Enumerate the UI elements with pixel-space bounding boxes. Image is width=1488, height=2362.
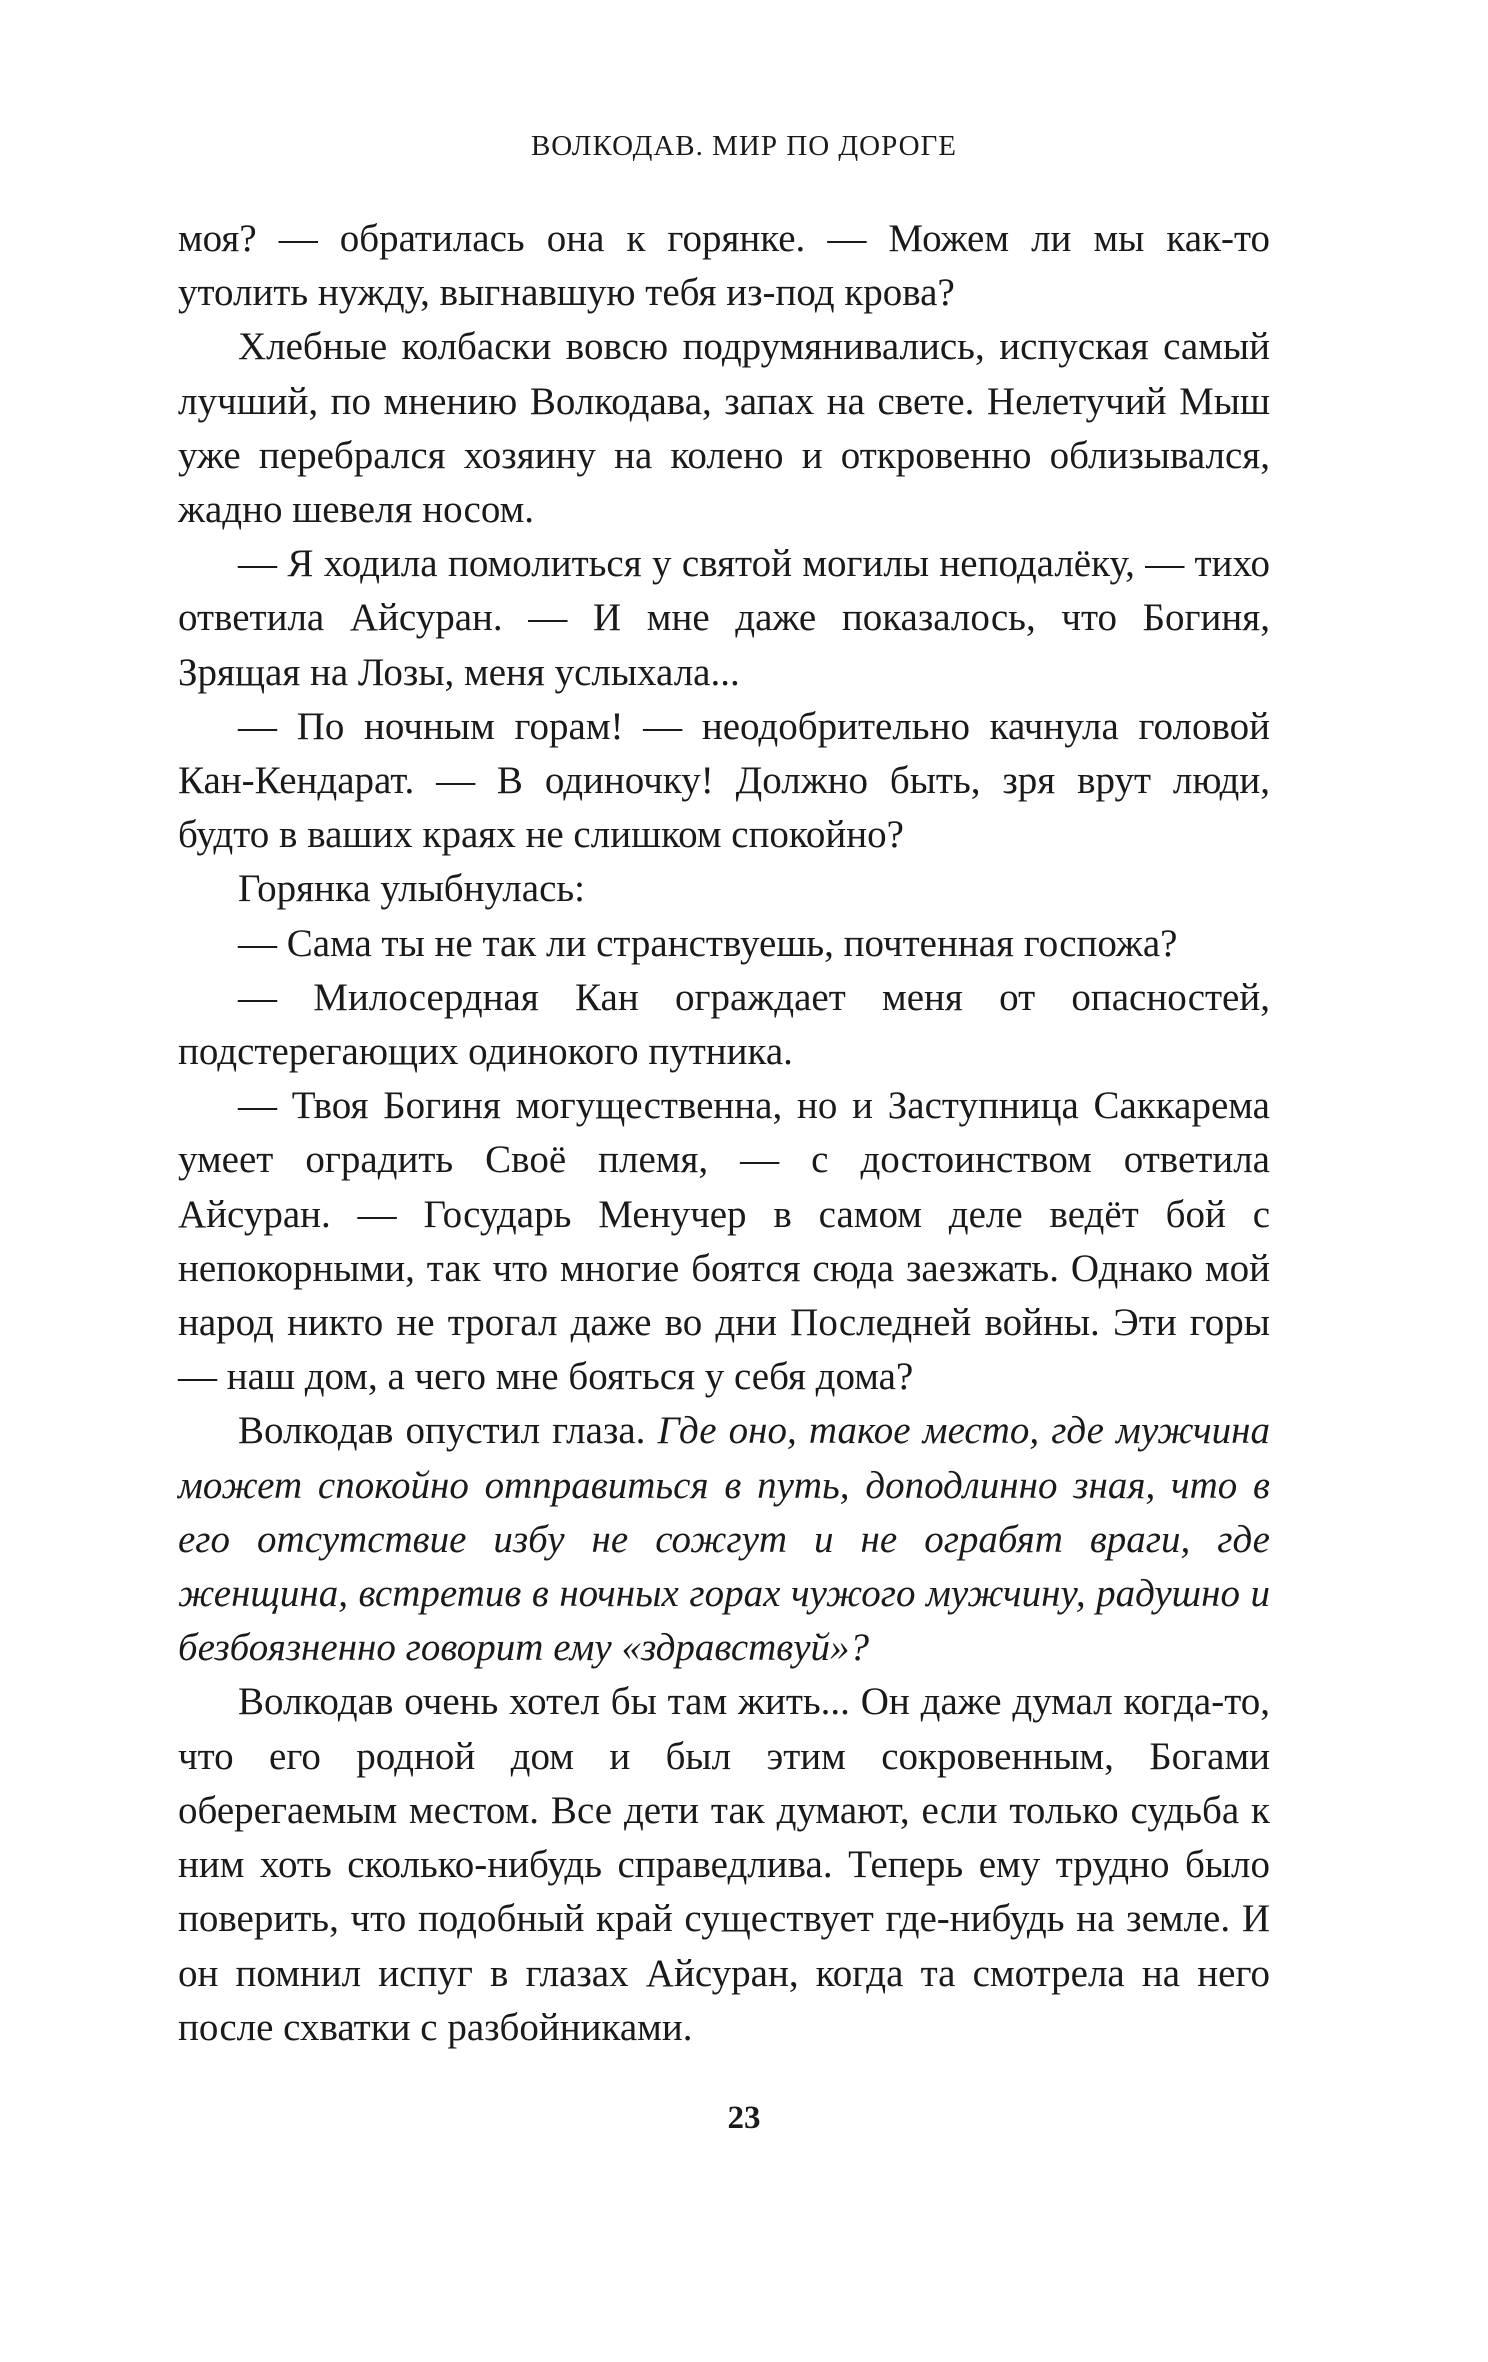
paragraph: — По ночным горам! — неодобрительно качнула головой Кан-Кендарат. — В одиночку! Должно быть, зря врут люди, будто в ваших краях не слишком спокойно?	[178, 704, 1270, 857]
paragraph: Хлебные колбаски вовсю подрумянивались, испуская самый лучший, по мнению Волкодава, запах на свете. Нелетучий Мыш уже перебрался хозяину на колено и откровенно облизывался, жадно шевеля носом.	[178, 325, 1270, 532]
paragraph: — Твоя Богиня могущественна, но и Заступница Саккарема умеет оградить Своё племя, — с достоинством ответила Айсуран. — Государь Менучер в самом деле ведёт бой с непокорными, так что многие боятся сюда заезжать. Однако мой народ никто не трогал даже во дни Последней войны. Эти горы — наш дом, а чего мне бояться у себя дома?	[178, 1084, 1270, 1399]
paragraph: Горянка улыбнулась:	[238, 867, 586, 911]
paragraph: — Я ходила помолиться у святой могилы неподалёку, — тихо ответила Айсуран. — И мне даже показалось, что Богиня, Зрящая на Лозы, меня услыхала...	[178, 542, 1270, 694]
paragraph-with-italic	[178, 1404, 1270, 1675]
paragraph: — Сама ты не так ли странствуешь, почтенная госпожа?	[238, 921, 1178, 965]
paragraph-continuation: моя? — обратилась она к горянке. — Можем ли мы как-то утолить нужду, выгнавшую тебя из-под крова?	[178, 217, 1270, 315]
body-text	[178, 212, 1270, 2055]
page-number: 23	[727, 2100, 761, 2136]
paragraph: — Милосердная Кан ограждает меня от опасностей, подстерегающих одинокого путника.	[178, 975, 1270, 1074]
running-head: ВОЛКОДАВ. МИР ПО ДОРОГЕ	[530, 130, 958, 162]
paragraph: Волкодав очень хотел бы там жить... Он даже думал когда-то, что его родной дом и был этим сокровенным, Богами оберегаемым местом. Все дети так думают, если только судьба к ним хоть сколько-нибудь справедлива. Теперь ему трудно было поверить, что подобный край существует где-нибудь на земле. И он помнил испуг в глазах Айсуран, когда та смотрела на него после схватки с разбойниками.	[178, 1680, 1270, 2049]
paragraph-lead: Волкодав опустил глаза.	[238, 1409, 658, 1453]
italic-passage: Где оно, такое место, где мужчина может спокойно отправиться в путь, доподлинно зная, что в его отсутствие избу не сожгут и не ограбят враги, где женщина, встретив в ночных горах чужого мужчину, радушно и безбоязненно говорит ему «здравствуй»?	[178, 1409, 1270, 1670]
